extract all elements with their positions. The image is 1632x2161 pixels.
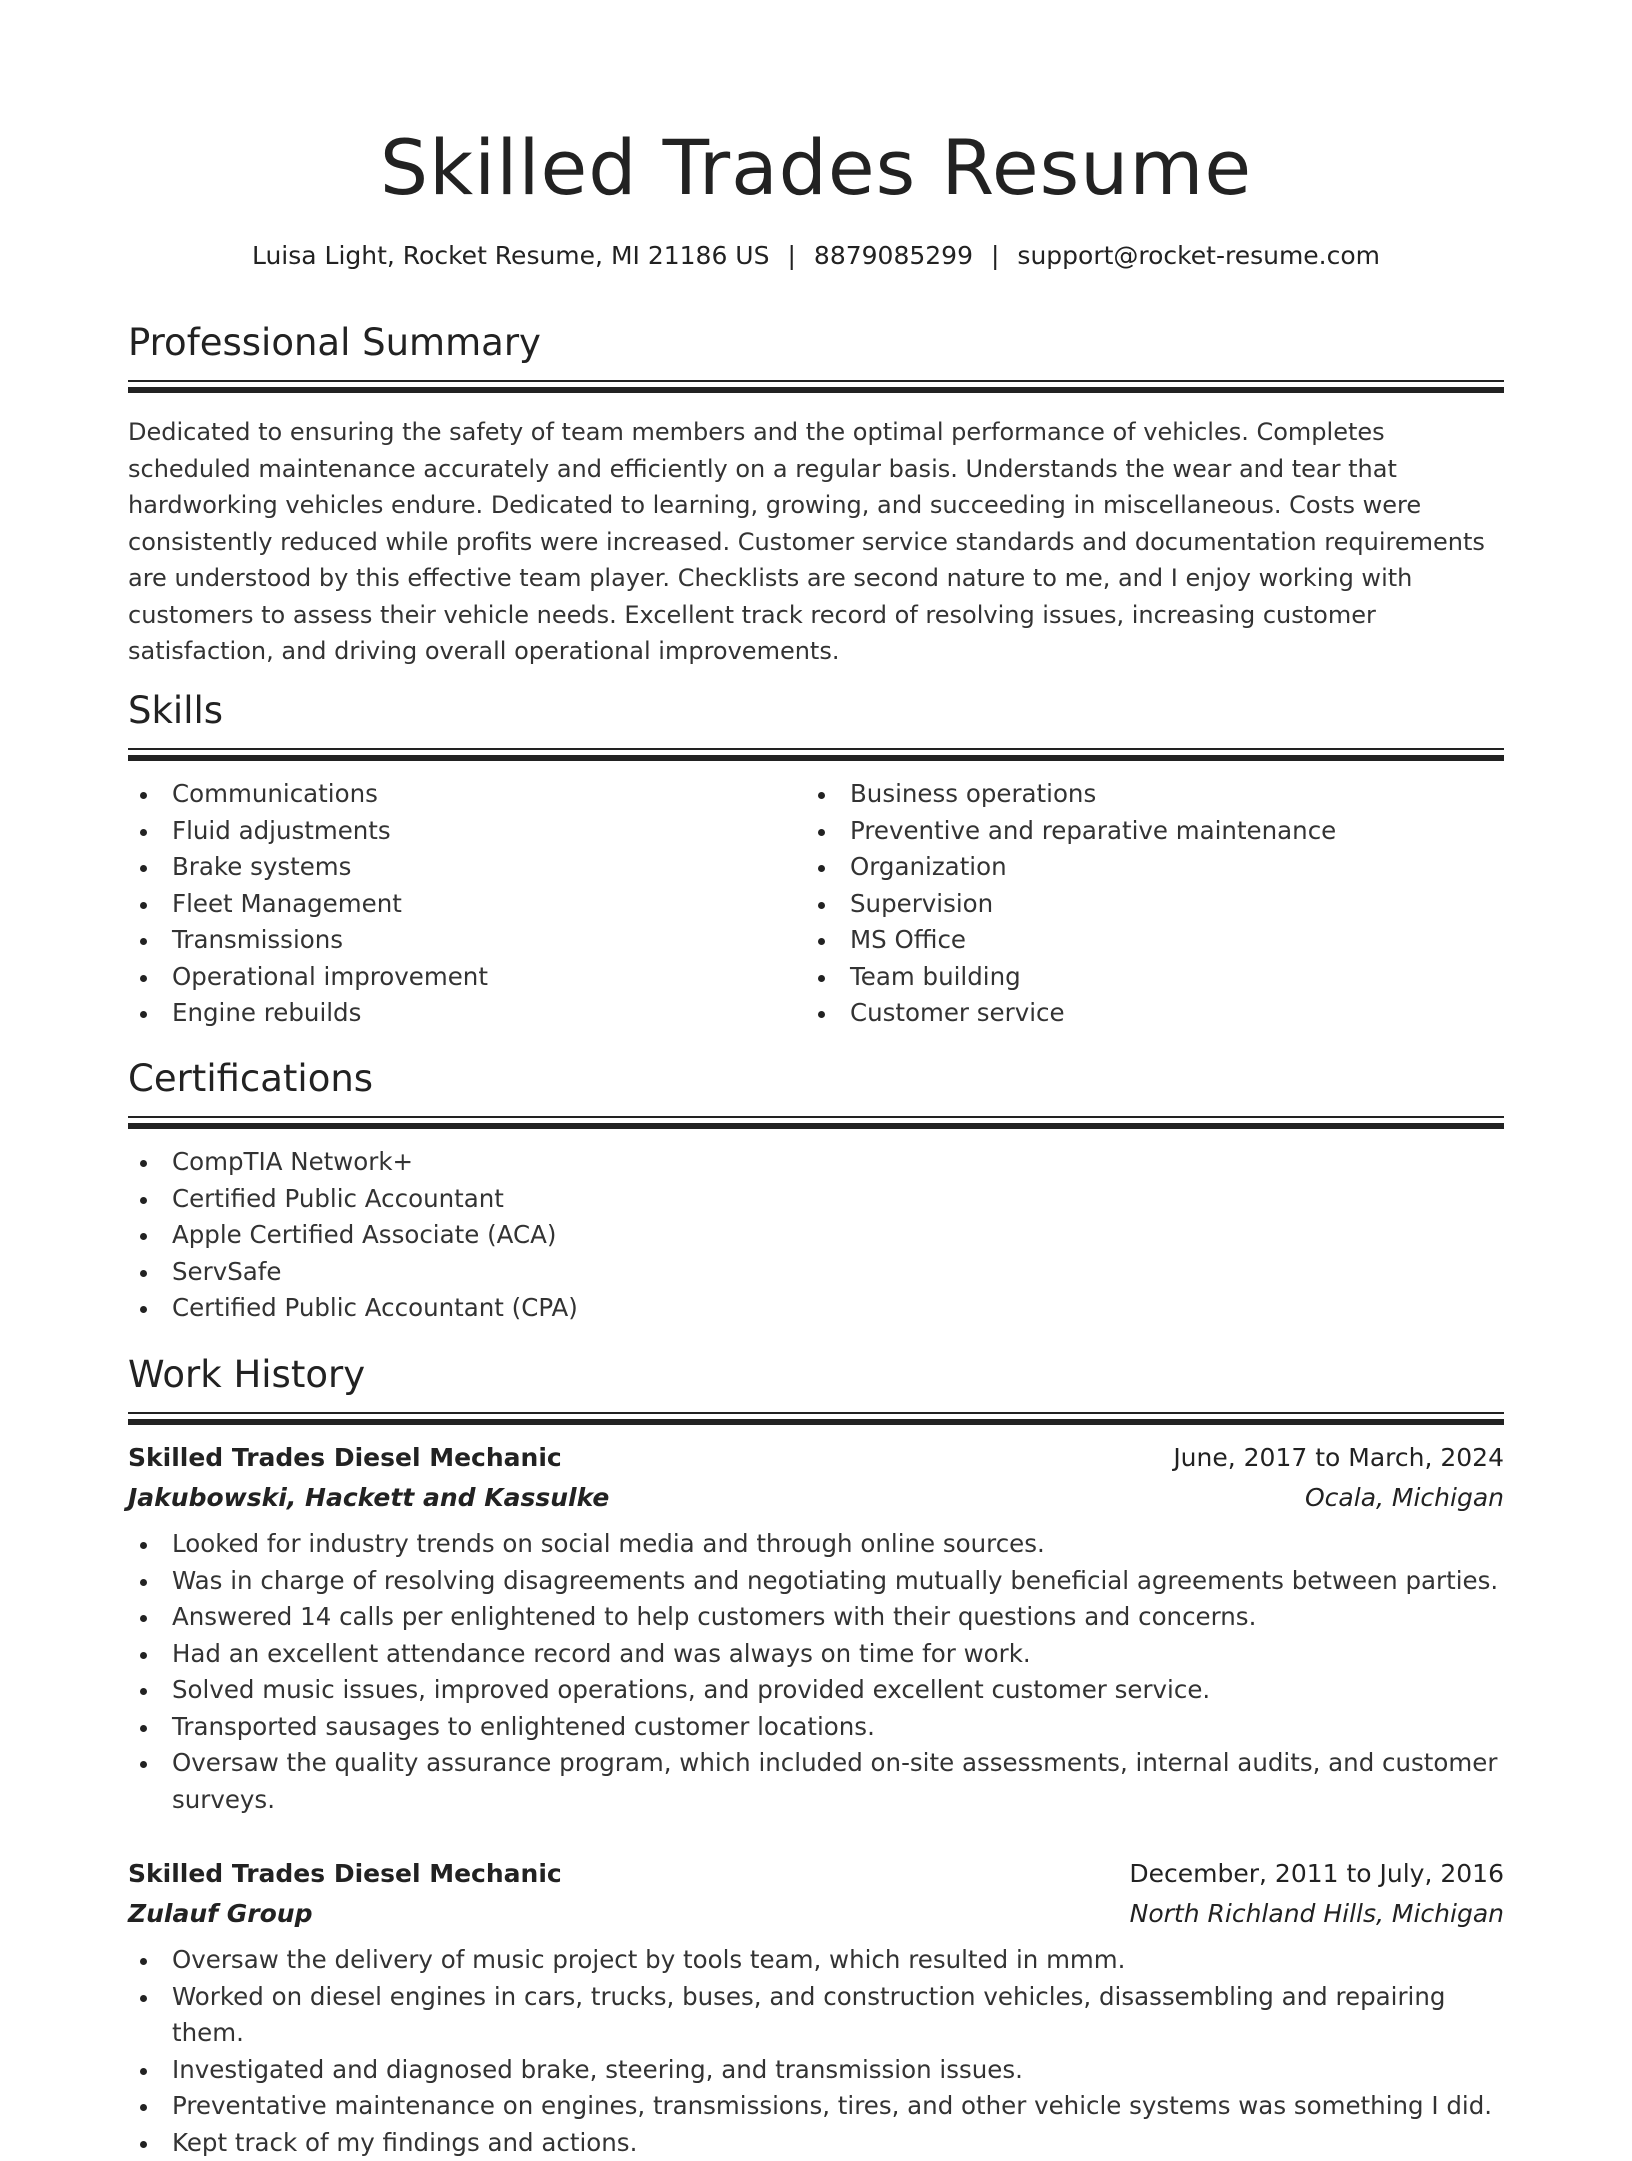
- bullet-icon: [140, 1579, 147, 1586]
- bullet-icon: [140, 1688, 147, 1695]
- list-item: Engine rebuilds: [128, 995, 806, 1032]
- summary-heading: Professional Summary: [128, 320, 1504, 366]
- bullet-icon: [140, 829, 147, 836]
- job-bullets: [128, 1526, 1504, 1818]
- bullet-icon: [140, 2104, 147, 2111]
- bullet-icon: [140, 975, 147, 982]
- job-subheader-row: [128, 1478, 1504, 1518]
- certifications-list: [128, 1144, 1504, 1327]
- list-item: Brake systems: [128, 849, 806, 886]
- skills-columns: [128, 776, 1504, 1032]
- summary-text: Dedicated to ensuring the safety of team members and the optimal performance of vehicles. Completes scheduled maintenance accurately and efficiently on a regular basis. Understands the wear and tear that hardworking vehicles endure. Dedicated to learning, growing, and succeeding in miscellaneous. Costs were consistently reduced while profits were increased. Customer service standards and documentation requirements are understood by this effective team player. Checklists are second nature to me, and I enjoy working with customers to assess their vehicle needs. Excellent track record of resolving issues, increasing customer satisfaction, and driving overall operational improvements.: [128, 414, 1504, 670]
- bullet-icon: [140, 938, 147, 945]
- certifications-heading: Certifications: [128, 1056, 1504, 1102]
- bullet-icon: [818, 902, 825, 909]
- skills-column-right: [806, 776, 1484, 1032]
- section-divider: [128, 380, 1504, 390]
- bullet-icon: [140, 1197, 147, 1204]
- list-item: Organization: [806, 849, 1484, 886]
- bullet-icon: [140, 1958, 147, 1965]
- list-item: Apple Certified Associate (ACA): [128, 1217, 1504, 1254]
- bullet-icon: [140, 1542, 147, 1549]
- bullet-icon: [140, 902, 147, 909]
- job-title: Skilled Trades Diesel Mechanic: [128, 1438, 562, 1478]
- bullet-icon: [140, 1652, 147, 1659]
- bullet-icon: [140, 1761, 147, 1768]
- work-history-heading: Work History: [128, 1352, 1504, 1398]
- bullet-icon: [140, 865, 147, 872]
- contact-email: support@rocket-resume.com: [1017, 241, 1380, 270]
- bullet-icon: [140, 1615, 147, 1622]
- bullet-icon: [818, 975, 825, 982]
- bullet-icon: [140, 2068, 147, 2075]
- job-title: Skilled Trades Diesel Mechanic: [128, 1854, 562, 1894]
- list-item: ServSafe: [128, 1254, 1504, 1291]
- list-item: Was in charge of resolving disagreements and negotiating mutually beneficial agreements between parties.: [128, 1563, 1504, 1600]
- resume-title: Skilled Trades Resume: [128, 118, 1504, 218]
- job-subheader-row: [128, 1894, 1504, 1934]
- contact-separator: |: [973, 241, 1017, 270]
- skills-section: [128, 688, 1504, 1032]
- job-entry: [128, 1438, 1504, 1818]
- job-location: Ocala, Michigan: [1305, 1478, 1504, 1518]
- list-item: Had an excellent attendance record and was always on time for work.: [128, 1636, 1504, 1673]
- list-item: Fleet Management: [128, 886, 806, 923]
- list-item: Looked for industry trends on social media and through online sources.: [128, 1526, 1504, 1563]
- list-item: MS Office: [806, 922, 1484, 959]
- skills-heading: Skills: [128, 688, 1504, 734]
- list-item: Preventative maintenance on engines, transmissions, tires, and other vehicle systems was something I did.: [128, 2088, 1504, 2125]
- bullet-icon: [818, 938, 825, 945]
- list-item: Preventive and reparative maintenance: [806, 813, 1484, 850]
- section-divider: [128, 748, 1504, 758]
- job-bullets: [128, 1942, 1504, 2161]
- bullet-icon: [140, 2141, 147, 2148]
- job-entry: [128, 1854, 1504, 2161]
- section-divider: [128, 1116, 1504, 1126]
- section-divider: [128, 1412, 1504, 1422]
- skills-list-left: [128, 776, 806, 1032]
- job-dates: June, 2017 to March, 2024: [1173, 1438, 1504, 1478]
- work-history-section: [128, 1352, 1504, 1422]
- contact-phone: 8879085299: [814, 241, 973, 270]
- bullet-icon: [818, 1011, 825, 1018]
- job-company: Zulauf Group: [128, 1894, 312, 1934]
- list-item: Certified Public Accountant: [128, 1181, 1504, 1218]
- list-item: Fluid adjustments: [128, 813, 806, 850]
- skills-column-left: [128, 776, 806, 1032]
- job-header-row: [128, 1438, 1504, 1478]
- list-item: Solved music issues, improved operations, and provided excellent customer service.: [128, 1672, 1504, 1709]
- certifications-section: [128, 1056, 1504, 1327]
- list-item: Communications: [128, 776, 806, 813]
- bullet-icon: [140, 1270, 147, 1277]
- bullet-icon: [140, 1233, 147, 1240]
- list-item: Team building: [806, 959, 1484, 996]
- job-company: Jakubowski, Hackett and Kassulke: [128, 1478, 609, 1518]
- list-item: Worked on diesel engines in cars, trucks, buses, and construction vehicles, disassembling and repairing them.: [128, 1979, 1504, 2052]
- bullet-icon: [140, 1725, 147, 1732]
- list-item: Certified Public Accountant (CPA): [128, 1290, 1504, 1327]
- list-item: Transmissions: [128, 922, 806, 959]
- job-location: North Richland Hills, Michigan: [1130, 1894, 1504, 1934]
- bullet-icon: [818, 865, 825, 872]
- list-item: CompTIA Network+: [128, 1144, 1504, 1181]
- list-item: Answered 14 calls per enlightened to help customers with their questions and concerns.: [128, 1599, 1504, 1636]
- list-item: Kept track of my findings and actions.: [128, 2125, 1504, 2161]
- bullet-icon: [818, 829, 825, 836]
- job-header-row: [128, 1854, 1504, 1894]
- list-item: Customer service: [806, 995, 1484, 1032]
- bullet-icon: [140, 1011, 147, 1018]
- skills-list-right: [806, 776, 1484, 1032]
- contact-separator: |: [769, 241, 813, 270]
- bullet-icon: [818, 792, 825, 799]
- list-item: Transported sausages to enlightened customer locations.: [128, 1709, 1504, 1746]
- list-item: Oversaw the delivery of music project by tools team, which resulted in mmm.: [128, 1942, 1504, 1979]
- bullet-icon: [140, 1160, 147, 1167]
- bullet-icon: [140, 1306, 147, 1313]
- bullet-icon: [140, 1995, 147, 2002]
- list-item: Operational improvement: [128, 959, 806, 996]
- list-item: Supervision: [806, 886, 1484, 923]
- list-item: Business operations: [806, 776, 1484, 813]
- summary-section: [128, 320, 1504, 670]
- list-item: Investigated and diagnosed brake, steering, and transmission issues.: [128, 2052, 1504, 2089]
- job-dates: December, 2011 to July, 2016: [1129, 1854, 1504, 1894]
- contact-line: [128, 238, 1504, 274]
- list-item: Oversaw the quality assurance program, which included on-site assessments, internal audits, and customer surveys.: [128, 1745, 1504, 1818]
- bullet-icon: [140, 792, 147, 799]
- contact-address: Luisa Light, Rocket Resume, MI 21186 US: [252, 241, 770, 270]
